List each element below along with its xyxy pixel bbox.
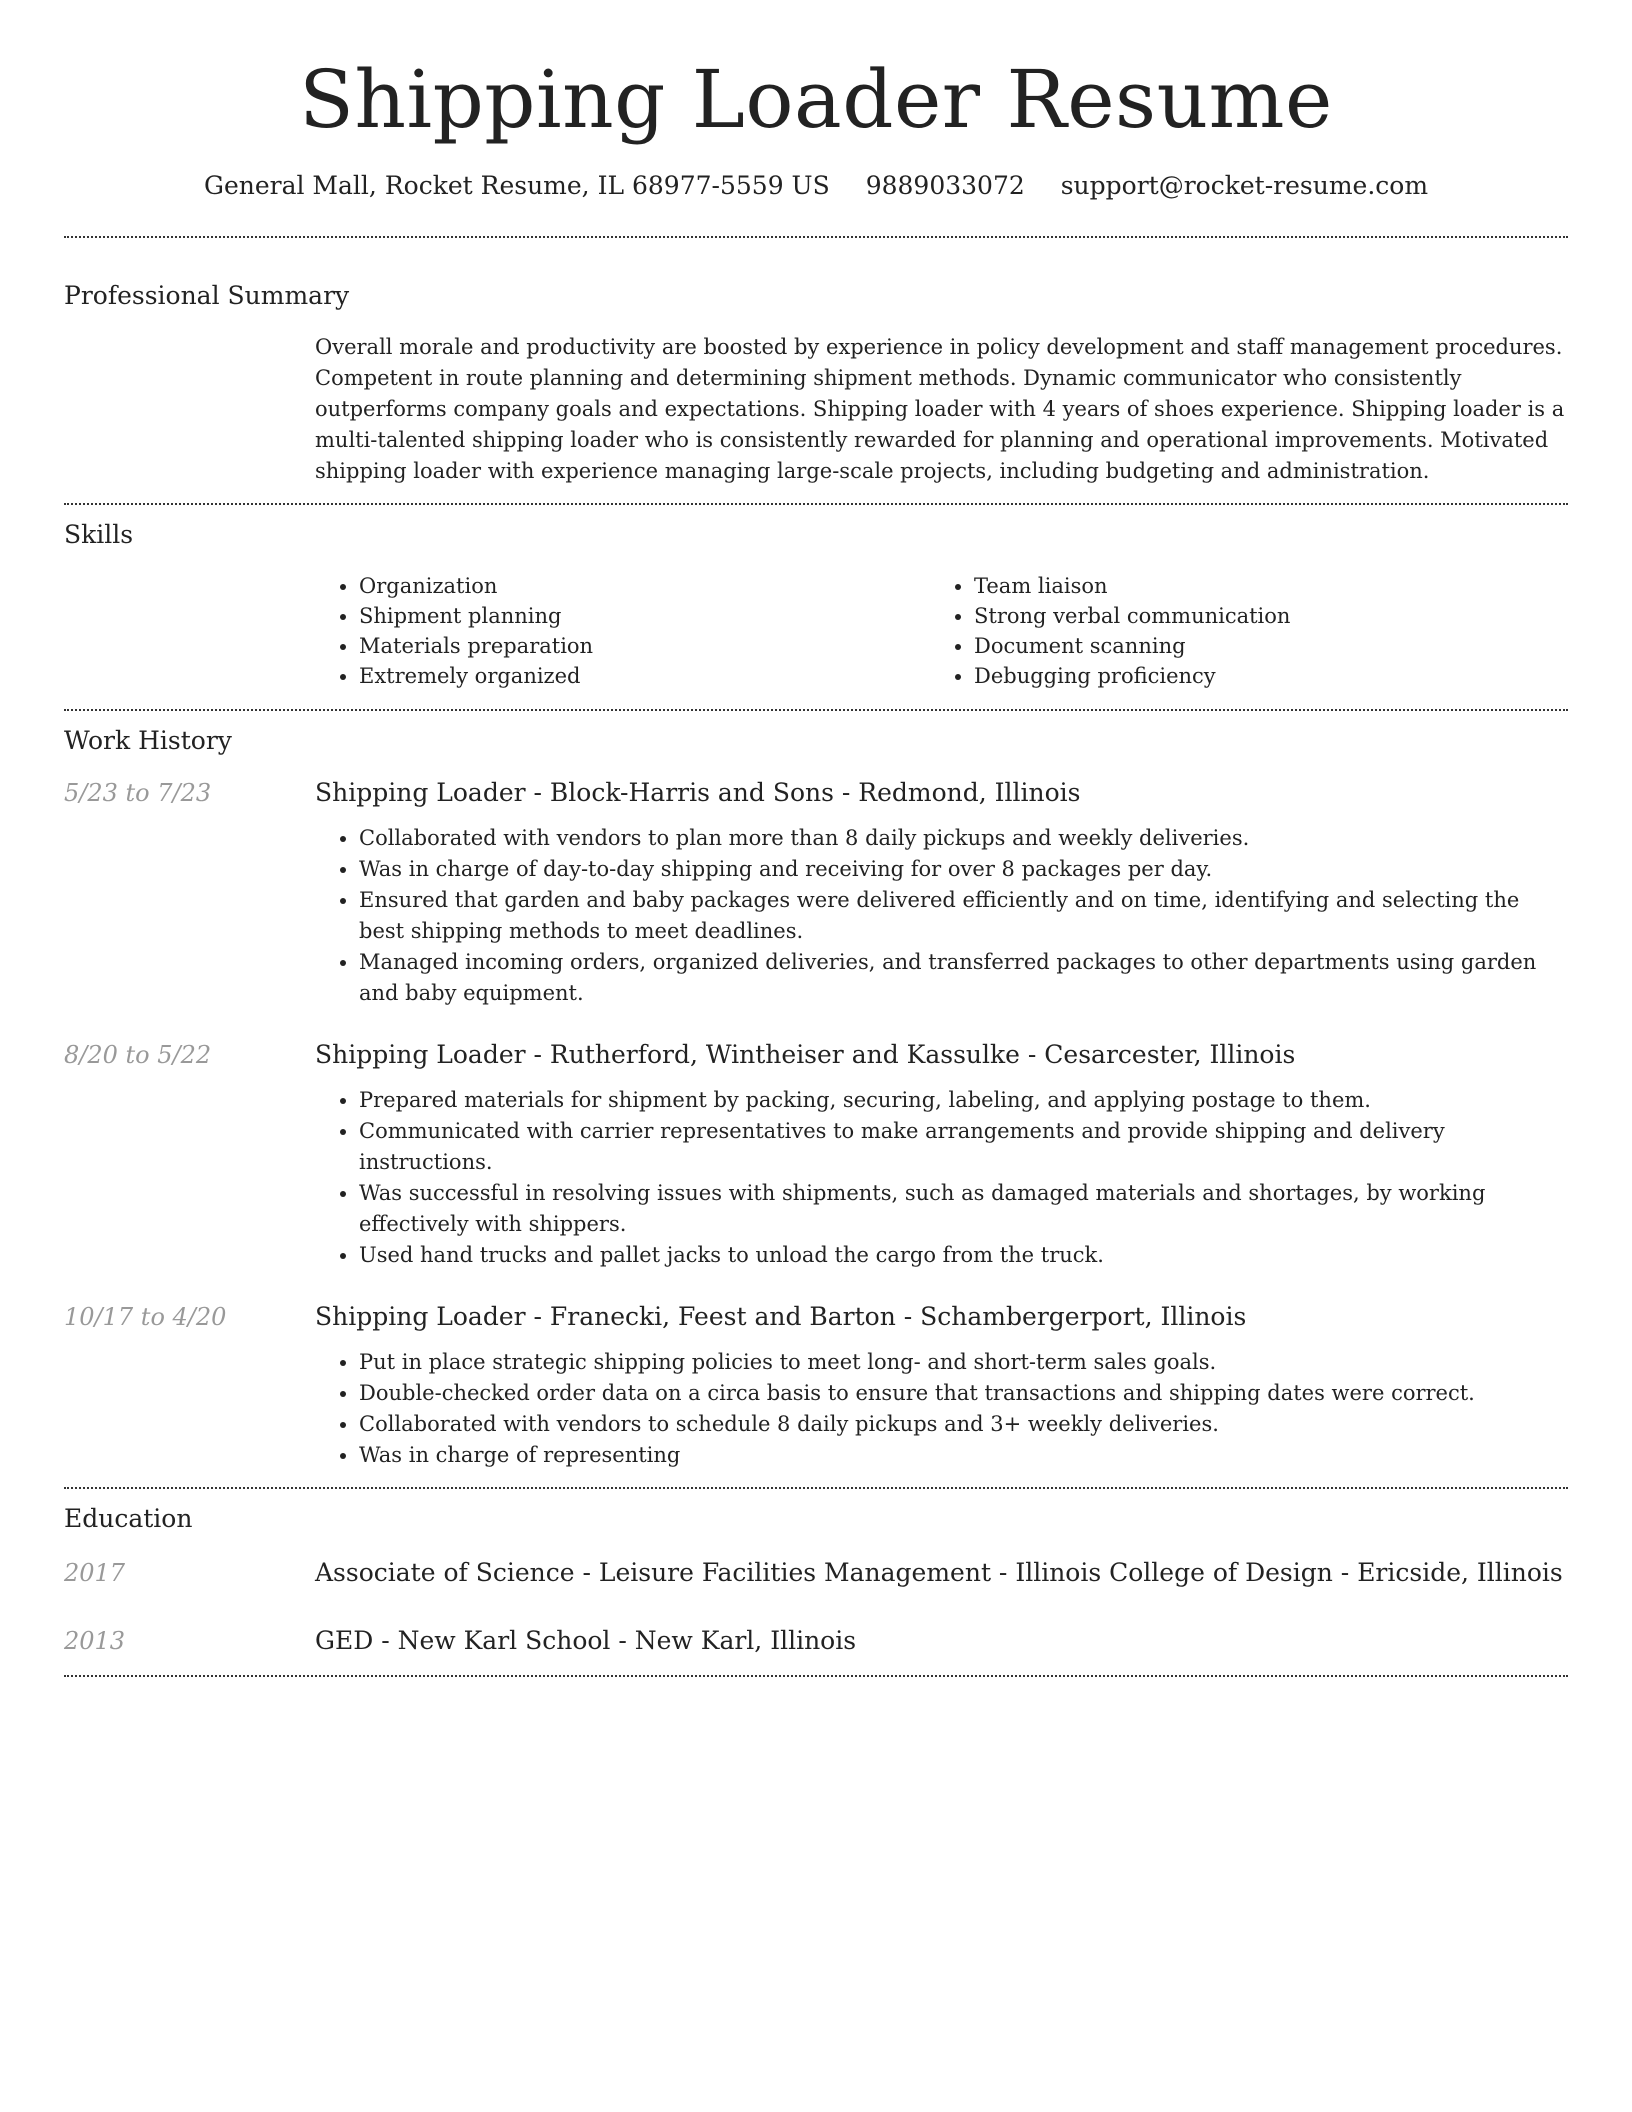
education-text: Associate of Science - Leisure Facilities Management - Illinois College of Design - Ericside, Illinois (315, 1558, 1563, 1587)
job-bullets (315, 1347, 1568, 1471)
skills-column-left (315, 571, 930, 691)
skill-item: • Team liaison (974, 571, 1545, 601)
skill-item: • Organization (359, 571, 930, 601)
job-bullet: • Was in charge of representing (359, 1440, 1568, 1471)
education-entry (64, 1557, 1568, 1589)
section-divider (64, 1675, 1568, 1677)
education-text: GED - New Karl School - New Karl, Illinois (315, 1626, 857, 1655)
skill-item: • Shipment planning (359, 601, 930, 631)
job-bullets (315, 823, 1568, 1009)
skill-item: • Extremely organized (359, 661, 930, 691)
skills-heading: Skills (64, 520, 134, 549)
education-year: 2017 (64, 1559, 126, 1587)
job-bullet: • Managed incoming orders, organized deliveries, and transferred packages to other departments using garden and baby equipment. (359, 947, 1568, 1009)
job-bullet: • Collaborated with vendors to schedule 8 daily pickups and 3+ weekly deliveries. (359, 1409, 1568, 1440)
job-dates: 10/17 to 4/20 (64, 1303, 227, 1331)
job-title: Shipping Loader - Franecki, Feest and Barton - Schambergerport, Illinois (315, 1302, 1247, 1331)
contact-address: General Mall, Rocket Resume, IL 68977-5559 US (203, 171, 830, 200)
job-dates: 5/23 to 7/23 (64, 779, 212, 807)
resume-header (64, 0, 1568, 202)
skills-column-right (930, 571, 1545, 691)
skills-section (64, 505, 1568, 709)
job-dates: 8/20 to 5/22 (64, 1041, 212, 1069)
job-title: Shipping Loader - Rutherford, Wintheiser and Kassulke - Cesarcester, Illinois (315, 1040, 1296, 1069)
job-bullet: • Prepared materials for shipment by packing, securing, labeling, and applying postage to them. (359, 1085, 1568, 1116)
job-bullet: • Collaborated with vendors to plan more than 8 daily pickups and weekly deliveries. (359, 823, 1568, 854)
work-history-section (64, 711, 1568, 1487)
job-title: Shipping Loader - Block-Harris and Sons - Redmond, Illinois (315, 778, 1081, 807)
skills-list (315, 571, 1568, 691)
skill-item: • Debugging proficiency (974, 661, 1545, 691)
summary-section (64, 238, 1568, 503)
resume-page (64, 0, 1568, 1677)
job-bullet: • Was in charge of day-to-day shipping and receiving for over 8 packages per day. (359, 854, 1568, 885)
job-bullets (315, 1085, 1568, 1271)
skill-item: • Document scanning (974, 631, 1545, 661)
contact-phone: 9889033072 (865, 171, 1025, 200)
job-bullet: • Was successful in resolving issues with shipments, such as damaged materials and shortages, by working effectively with shippers. (359, 1178, 1568, 1240)
job-bullet: • Ensured that garden and baby packages were delivered efficiently and on time, identifying and selecting the best shipping methods to meet deadlines. (359, 885, 1568, 947)
job-entry (64, 1039, 1568, 1271)
job-bullet: • Used hand trucks and pallet jacks to unload the cargo from the truck. (359, 1240, 1568, 1271)
job-bullet: • Put in place strategic shipping policies to meet long- and short-term sales goals. (359, 1347, 1568, 1378)
job-bullet: • Double-checked order data on a circa basis to ensure that transactions and shipping dates were correct. (359, 1378, 1568, 1409)
summary-heading: Professional Summary (64, 281, 350, 310)
job-entry (64, 777, 1568, 1009)
summary-text: Overall morale and productivity are boosted by experience in policy development and staff management procedures. Competent in route planning and determining shipment methods. Dynamic communicator who consistently outperforms company goals and expectations. Shipping loader with 4 years of shoes experience. Shipping loader is a multi-talented shipping loader who is consistently rewarded for planning and operational improvements. Motivated shipping loader with experience managing large-scale projects, including budgeting and administration. (315, 335, 1565, 483)
job-bullet: • Communicated with carrier representatives to make arrangements and provide shipping and delivery instructions. (359, 1116, 1568, 1178)
education-heading: Education (64, 1504, 193, 1533)
education-year: 2013 (64, 1627, 126, 1655)
contact-email: support@rocket-resume.com (1060, 171, 1429, 200)
contact-line (64, 170, 1568, 202)
skill-item: • Strong verbal communication (974, 601, 1545, 631)
job-entry (64, 1301, 1568, 1471)
education-section (64, 1489, 1568, 1675)
work-history-heading: Work History (64, 726, 232, 755)
education-entry (64, 1625, 1568, 1657)
resume-title: Shipping Loader Resume (299, 53, 1333, 146)
skill-item: • Materials preparation (359, 631, 930, 661)
